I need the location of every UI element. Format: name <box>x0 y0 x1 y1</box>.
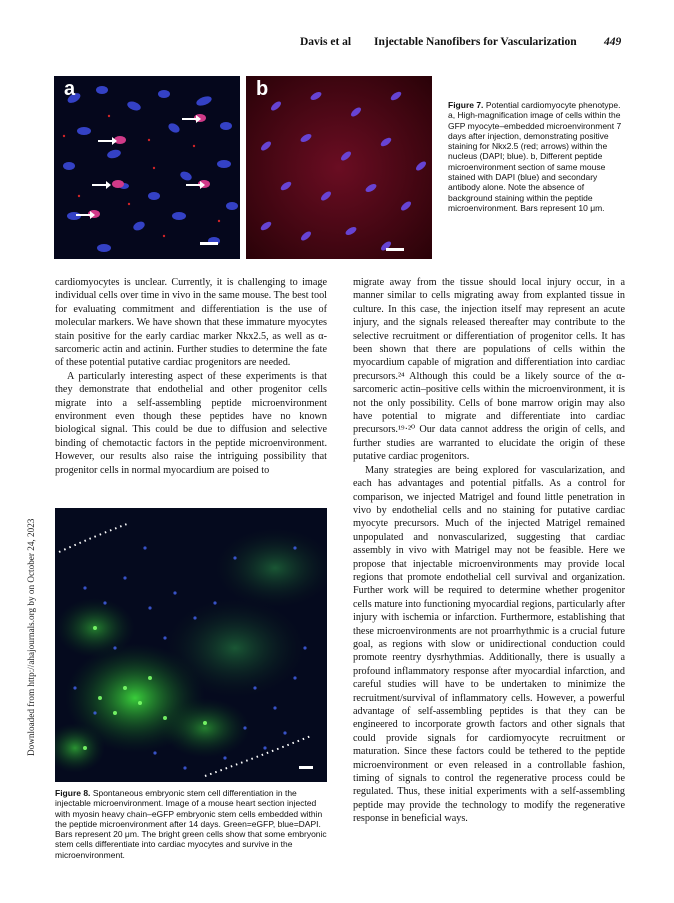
left-paragraph-1: cardiomyocytes is unclear. Currently, it is challenging to image individual cells over time in vivo in the same mouse. The best tool for evaluating commitment and differentiation is the use of molecular markers. We have shown that these immature myocytes stain positive for the early cardiac marker Nkx2.5, as well as α-sarcomeric actin and actinin. Further studies to determine the fate of these potential putative cardiac progenitors are needed. <box>55 277 327 369</box>
figure7a-scale-bar <box>200 242 218 245</box>
figure7-panel-a-label: a <box>64 78 76 100</box>
figure8-caption <box>55 788 327 860</box>
download-notice: Downloaded from http://ahajournals.org by on October 24, 2023 <box>26 518 36 756</box>
right-column-text <box>353 276 625 826</box>
figure7-caption <box>448 100 626 213</box>
right-paragraph-1: migrate away from the tissue should local injury occur, in a manner similar to cells migrating away from explanted tissue in culture. In this case, the injection itself may represent an acute injury, and the signals released thereafter may contribute to the selective recruitment or differentiation of progenitor cells. It has been shown that there are populations of cells within the myocardium capable of migration and differentiation into cardiac precursors.²⁴ Although this could be a likely source of the α-sarcomeric actin–positive cells within the microenvironment, it is not the only possibility. Cells of bone marrow origin may also have potential to migrate and differentiate into cardiac precursors.¹⁹·²⁰ Our data cannot address the origin of cells, and further studies are warranted to elucidate the origin of these putative cardiac progenitors. <box>353 277 625 463</box>
figure7-panel-b-micrograph <box>246 76 432 259</box>
figure7-caption-text: Potential cardiomyocyte phenotype. a, High-magnification image of cells within the GFP myocyte–embedded microenvironment 7 days after injection, demonstrating positive staining for Nkx2.5 (red; arrows) within the nucleus (DAPI; blue). b, Different peptide microenvironment section of same mouse stained with DAPI (blue) and secondary antibody alone. Note the absence of background staining within the peptide microenvironment. Bars represent 10 μm. <box>448 100 622 213</box>
figure8-image <box>55 508 327 782</box>
header-authors: Davis et al <box>300 36 352 48</box>
left-paragraph-2: A particularly interesting aspect of these experiments is that they demonstrate that endothelial and other progenitor cells migrate into a self-assembling peptide microenvironment environment even though these peptides have no known biological signal. This could be due to diffusion and selective binding of chemotactic factors in the peptide microenvironment. However, our results also raise the intriguing possibility that progenitor cells in normal myocardium are poised to <box>55 370 327 476</box>
figure8-caption-text: Spontaneous embryonic stem cell differentiation in the injectable microenvironment. Image of a mouse heart section injected with myosin heavy chain–eGFP embryonic stem cells embedded within the peptide microenvironment after 14 days. Green=eGFP, blue=DAPI. Bars represent 20 μm. The bright green cells show that some embryonic stem cells differentiate into cardiac myocytes and survive in the microenvironment. <box>55 788 327 860</box>
figure8-scale-bar <box>299 766 313 769</box>
running-header <box>0 36 674 52</box>
figure7-caption-label: Figure 7. <box>448 100 484 110</box>
figure7-panel-b-label: b <box>256 78 269 100</box>
figure8-caption-label: Figure 8. <box>55 788 91 798</box>
figure7-panel-b <box>246 76 432 259</box>
left-column-text <box>55 276 327 477</box>
figure7b-scale-bar <box>386 248 404 251</box>
page-number: 449 <box>604 36 622 48</box>
right-paragraph-2: Many strategies are being explored for vascularization, and each has advantages and potential pitfalls. As a control for comparison, we injected Matrigel and found little penetration in vivo by endothelial cells and no staining for putative cardiac myocyte precursors. Much of the injected Matrigel remained unpopulated and nonvascularized, suggesting that cardiac assembly in vivo with Matrigel may not be feasible. Here we propose that injectable microenvironments may provide local regions that promote endothelial cell survival and organization. Further work will be required to determine whether progenitor cells mature into functioning myocardial regions, particularly after injury with ischemia or infarction. Furthermore, establishing that these microenvironments are not proarrhythmic is a crucial future goal, as regions with slow or unidirectional conduction could promote reentry dysrhythmias. Additionally, there is usually a profound inflammatory response after myocardial infarction, and careful studies will have to be undertaken to minimize the recruitment/survival of inflammatory cells. However, a powerful advantage of self-assembling peptides is that they can be engineered to incorporate growth factors and other signals that could provide signals for cardiomyocyte recruitment or maturation. Since these factors could be tethered to the peptide microenvironment or even released in a controllable fashion, timing of signals to control the regenerative process could be regulated. Thus, these initial experiments with a self-assembling peptide may provide the technology to modify the regenerative response in beneficial ways. <box>353 464 625 825</box>
figure8-micrograph <box>55 508 327 782</box>
figure7-panel-a-micrograph <box>54 76 240 259</box>
header-journal-title: Injectable Nanofibers for Vascularization <box>374 36 577 48</box>
figure7-panel-a <box>54 76 240 259</box>
